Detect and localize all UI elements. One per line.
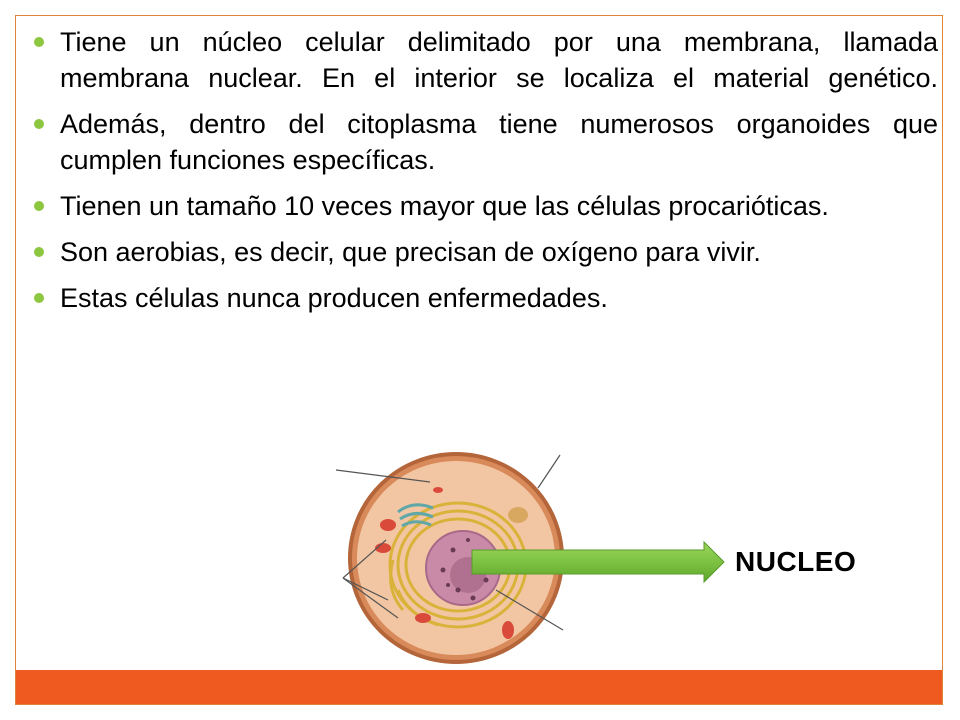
bullet-dot-icon (34, 201, 44, 211)
bullet-item (34, 24, 938, 96)
bullet-text: Son aerobias, es decir, que precisan de oxígeno para vivir. (60, 237, 761, 267)
bullet-text: Tienen un tamaño 10 veces mayor que las células procarióticas. (60, 191, 829, 221)
nucleus-label: NUCLEO (735, 546, 857, 577)
bullet-text: Estas células nunca producen enfermedades. (60, 283, 608, 313)
bullet-dot-icon (34, 247, 44, 257)
bullet-text: Tiene un núcleo celular delimitado por una membrana, llamada membrana nuclear. En el interior se localiza el material genético. (60, 27, 938, 93)
bullet-item (34, 234, 938, 270)
bullet-dot-icon (34, 119, 44, 129)
bullet-text: Además, dentro del citoplasma tiene numerosos organoides que cumplen funciones específicas. (60, 109, 938, 175)
footer-bar (16, 670, 942, 704)
arrow-icon (470, 540, 726, 584)
bullet-dot-icon (34, 293, 44, 303)
bullet-list (34, 24, 938, 326)
bullet-item (34, 280, 938, 316)
bullet-item (34, 188, 938, 224)
bullet-item (34, 106, 938, 178)
bullet-dot-icon (34, 37, 44, 47)
